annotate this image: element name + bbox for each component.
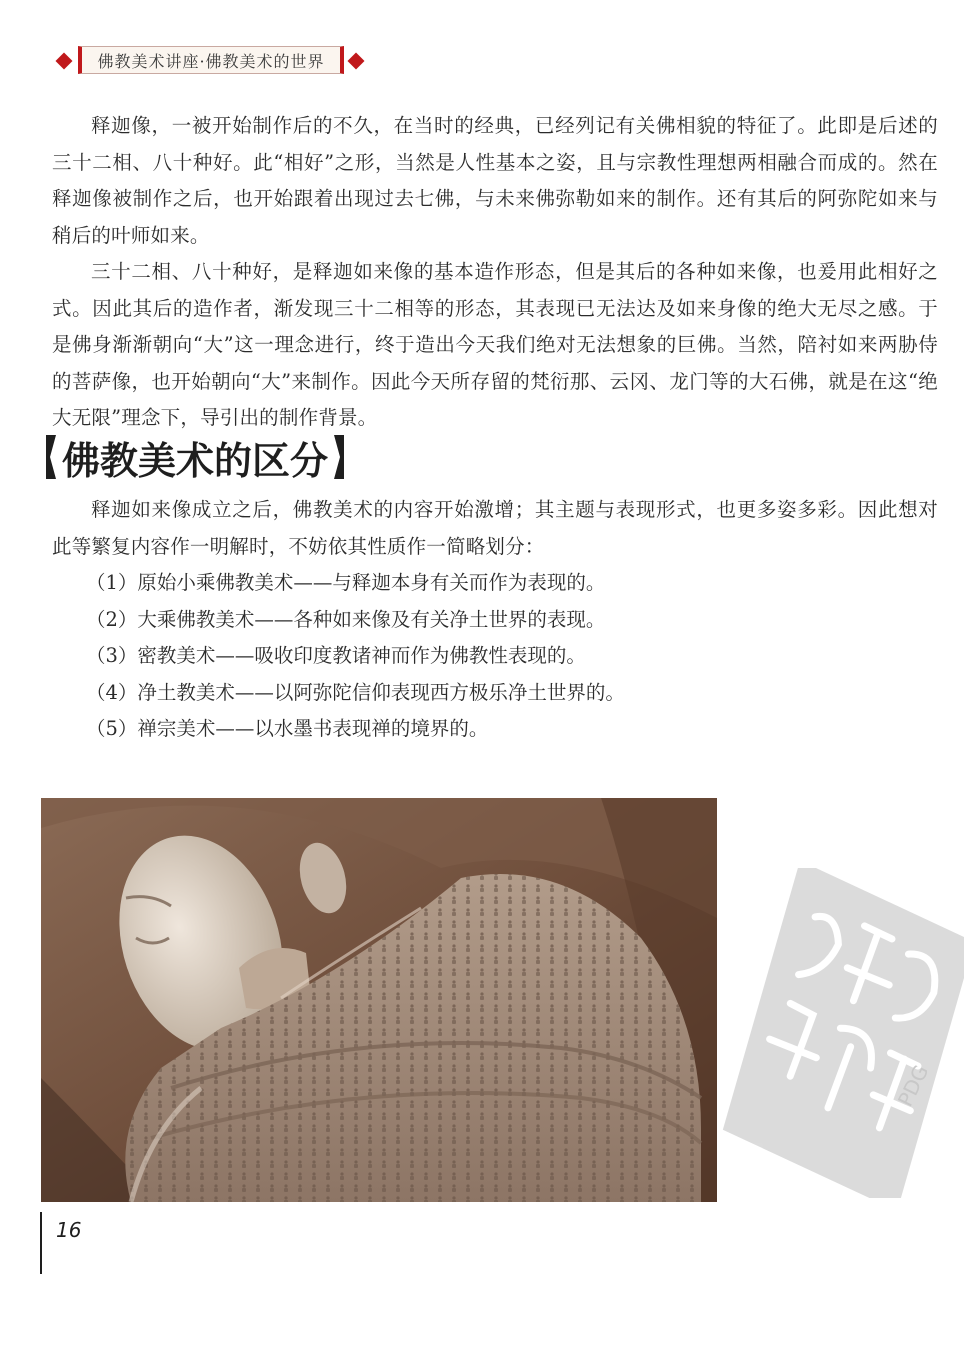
- list-item: （1）原始小乘佛教美术——与释迦本身有关而作为表现的。: [86, 571, 606, 594]
- section-heading: [46, 430, 344, 484]
- diamond-ornament-icon: [348, 53, 365, 70]
- paragraph: 释迦如来像成立之后，佛教美术的内容开始激增；其主题与表现形式，也更多姿多彩。因此想对此等繁复内容作一明解时，不妨依其性质作一简略划分：: [52, 498, 938, 558]
- classification-list: [52, 565, 938, 748]
- seal-stamp-watermark: [714, 868, 964, 1198]
- list-item: （5）禅宗美术——以水墨书表现禅的境界的。: [86, 717, 489, 740]
- stamp-text: PDG: [892, 1061, 934, 1111]
- list-item: （2）大乘佛教美术——各种如来像及有关净土世界的表现。: [86, 607, 606, 631]
- page-rule: [40, 1212, 42, 1274]
- reclining-buddha-photo: [41, 798, 717, 1202]
- paragraph: 三十二相、八十种好，是释迦如来像的基本造作形态，但是其后的各种如来像，也爰用此相好之式。因此其后的造作者，渐发现三十二相等的形态，其表现已无法达及如来身像的绝大无尽之感。于是佛身渐渐朝向“大”这一理念进行，终于造出今天我们绝对无法想象的巨佛。当然，陪衬如来两胁侍的菩萨像，也开始朝向“大”来制作。因此今天所存留的梵衍那、云冈、龙门等的大石佛，就是在这“绝大无限”理念下，导引出的制作背景。: [52, 260, 938, 429]
- list-item: （3）密教美术——吸收印度教诸神而作为佛教性表现的。: [86, 644, 586, 667]
- paragraph: 释迦像，一被开始制作后的不久，在当时的经典，已经列记有关佛相貌的特征了。此即是后述的三十二相、八十种好。此“相好”之形，当然是人性基本之姿，且与宗教性理想两相融合而成的。然在释迦像被制作之后，也开始跟着出现过去七佛，与未来佛弥勒如来的制作。还有其后的阿弥陀如来与稍后的叶师如来。: [52, 114, 938, 247]
- section-heading-text: 佛教美术的区分: [62, 437, 329, 483]
- intro-text: [52, 108, 938, 437]
- page-number: 16: [56, 1218, 82, 1242]
- section-body: [52, 492, 938, 748]
- list-item: （4）净土教美术——以阿弥陀信仰表现西方极乐净土世界的。: [86, 680, 625, 704]
- diamond-ornament-icon: [56, 53, 73, 70]
- running-header: [52, 46, 372, 76]
- right-bracket-icon: [334, 435, 344, 479]
- running-title: 佛教美术讲座·佛教美术的世界: [78, 46, 344, 74]
- left-bracket-icon: [46, 435, 56, 479]
